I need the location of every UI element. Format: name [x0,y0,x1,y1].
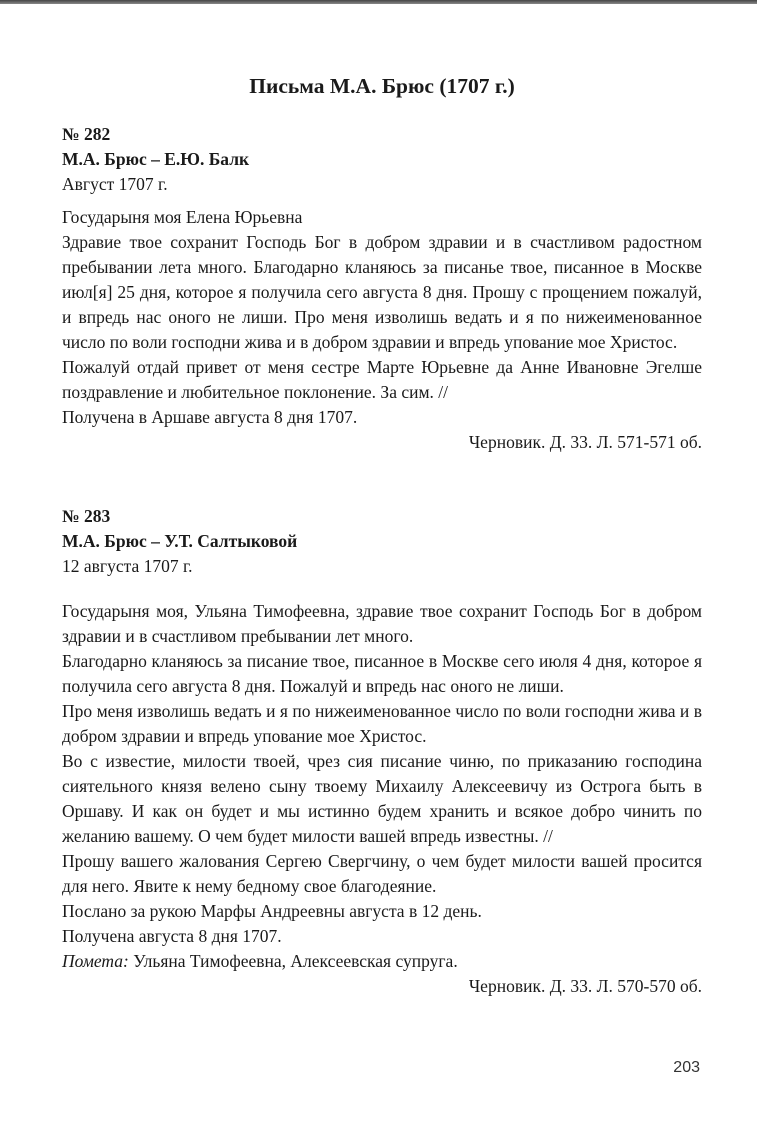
document-number: № 283 [62,506,111,526]
letter-paragraph: Здравие твое сохранит Господь Бог в добром здравии и в счастливом радостном пребывании лета много. Благодарно кланяюсь за писанье твое, писанное в Москве июл[я] 25 дня, которое я получила сего августа 8 дня. Прошу с прощением пожалуй, и впредь нас оного не лиши. Про меня изволишь ведать и я по нижеименованное число по воли господни жива и в добром здравии и впредь упование мое Христос. [62,232,702,352]
note-text: Ульяна Тимофеевна, Алексеевская супруга. [128,951,458,971]
document-date: 12 августа 1707 г. [62,556,193,576]
letter-paragraph: Получена в Аршаве августа 8 дня 1707. [62,407,358,427]
document-correspondents: М.А. Брюс – У.Т. Салтыковой [62,531,298,551]
letter-paragraph: Про меня изволишь ведать и я по нижеименованное число по воли господни жива и в добром здравии и впредь упование мое Христос. [62,701,702,746]
page-title: Письма М.А. Брюс (1707 г.) [249,74,515,98]
letter-paragraph: Прошу вашего жалования Сергею Свергчину, о чем будет милости вашей просится для него. Явите к нему бедному свое благодеяние. [62,851,702,896]
page-number: 203 [673,1059,700,1076]
letter-paragraph: Государыня моя, Ульяна Тимофеевна, здравие твое сохранит Господь Бог в добром здравии и в счастливом пребывании лет много. [62,601,702,646]
document-282 [62,122,702,199]
archive-source: Черновик. Д. 33. Л. 571-571 об. [468,432,702,452]
letter-paragraph: Получена августа 8 дня 1707. [62,926,282,946]
document-283-body [62,599,702,999]
page-top-rule [0,0,757,4]
letter-paragraph: Благодарно кланяюсь за писание твое, писанное в Москве сего июля 4 дня, которое я получила сего августа 8 дня. Пожалуй и впредь нас оного не лиши. [62,651,702,696]
document-number: № 282 [62,124,111,144]
archive-source: Черновик. Д. 33. Л. 570-570 об. [468,976,702,996]
document-282-body [62,205,702,455]
letter-paragraph: Во с известие, милости твоей, чрез сия писание чиню, по приказанию господина сиятельного князя велено сыну твоему Михаилу Алексеевичу из Острога быть в Оршаву. И как он будет и мы истинно будем хранить и всякое добро чинить по желанию вашему. О чем будет милости вашей впредь известны. // [62,751,702,846]
note-label: Помета: [62,951,129,971]
letter-salutation: Государыня моя Елена Юрьевна [62,207,303,227]
document-correspondents: М.А. Брюс – Е.Ю. Балк [62,149,250,169]
letter-paragraph: Послано за рукою Марфы Андреевны августа в 12 день. [62,901,482,921]
letter-paragraph: Пожалуй отдай привет от меня сестре Марте Юрьевне да Анне Ивановне Эгелше поздравление и любительное поклонение. За сим. // [62,357,702,402]
document-date: Август 1707 г. [62,174,168,194]
letter-note [62,949,702,974]
document-283 [62,504,702,579]
